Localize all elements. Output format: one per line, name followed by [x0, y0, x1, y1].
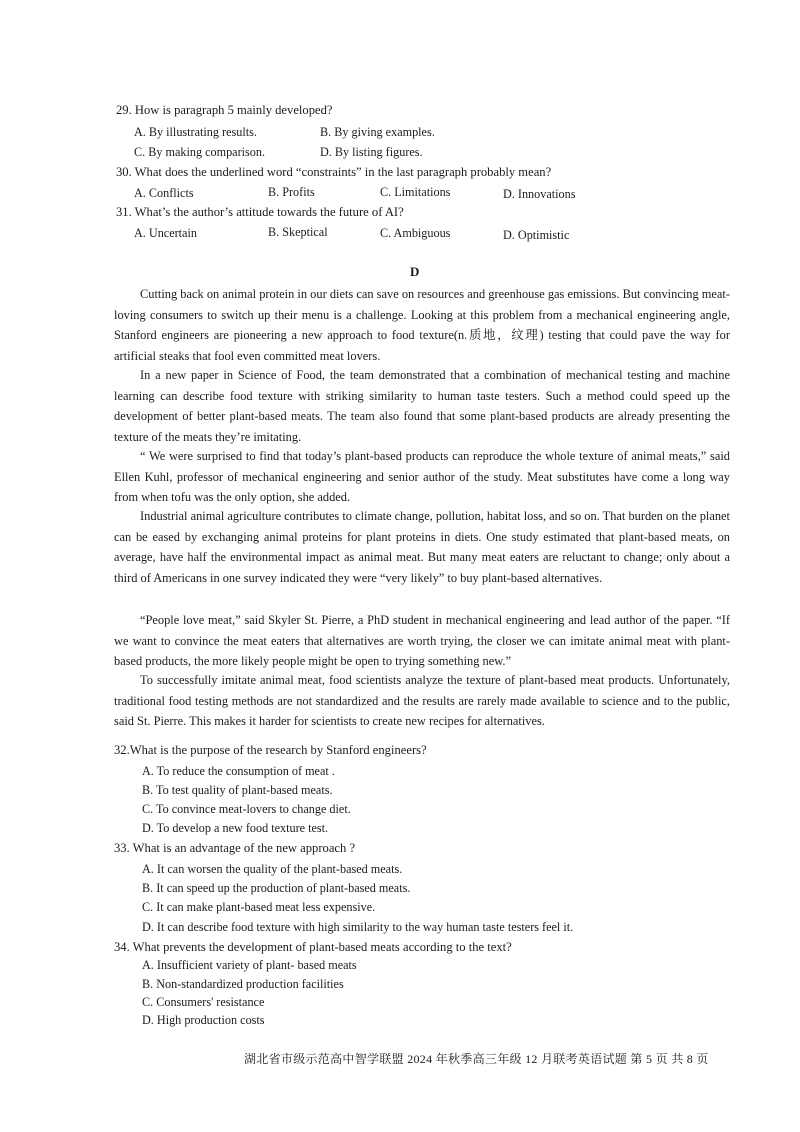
question-30-stem	[116, 165, 551, 180]
question-32-option-b: B. To test quality of plant-based meats.	[142, 783, 333, 797]
page-footer: 湖北省市级示范高中智学联盟 2024 年秋季高三年级 12 月联考英语试题 第 5 页 共 8 页	[244, 1052, 709, 1066]
question-31-option-a: A. Uncertain	[134, 226, 197, 240]
question-30-option-c: C. Limitations	[380, 185, 451, 199]
question-34-option-a: A. Insufficient variety of plant- based meats	[142, 958, 357, 972]
question-30-option-d: D. Innovations	[503, 187, 576, 201]
question-33-option-b: B. It can speed up the production of plant-based meats.	[142, 881, 411, 895]
question-31-option-c: C. Ambiguous	[380, 226, 451, 240]
question-34-option-b: B. Non-standardized production facilities	[142, 977, 344, 991]
section-title: D	[410, 264, 420, 279]
passage-paragraph-1: Cutting back on animal protein in our diets can save on resources and greenhouse gas emissions. But convincing meat-loving consumers to switch up their menu is a challenge. Looking at this problem from a mechanical engineering angle, Stanford engineers are pioneering a new approach to food texture(n.质地，纹理) testing that could pave the way for artificial steaks that fool even committed meat lovers.	[114, 287, 730, 363]
question-29-stem: 29. How is paragraph 5 mainly developed?	[116, 103, 333, 117]
passage-paragraph-5: “People love meat,” said Skyler St. Pierre, a PhD student in mechanical engineering and lead author of the paper. “If we want to convince the meat eaters that alternatives are worth trying, the closer we can imitate animal meat with plant-based products, the more likely people might be open to trying something new.”	[114, 613, 730, 669]
question-30-stem-post: in the last paragraph probably mean?	[361, 165, 552, 179]
question-29-option-d: D. By listing figures.	[320, 145, 423, 159]
question-29-option-c: C. By making comparison.	[134, 145, 266, 159]
question-30-stem-pre: 30. What does the underlined word	[116, 165, 296, 179]
question-33-option-d: D. It can describe food texture with high similarity to the way human taste testers feel it.	[142, 920, 574, 934]
passage-paragraph-6: To successfully imitate animal meat, food scientists analyze the texture of plant-based meat products. Unfortunately, traditional food testing methods are not standardized and the results are rarely made available to science and to the public, said St. Pierre. This makes it harder for scientists to create new recipes for alternatives.	[114, 673, 730, 729]
question-33-option-a: A. It can worsen the quality of the plant-based meats.	[142, 862, 403, 876]
passage-paragraph-2: In a new paper in Science of Food, the team demonstrated that a combination of mechanical testing and machine learning can describe food texture with striking similarity to human taste testers. Such a method could speed up the development of better plant-based meats. The team also found that some plant-based products are already presenting the texture of the meats they’re imitating.	[114, 368, 730, 444]
passage-paragraph-4: Industrial animal agriculture contributes to climate change, pollution, habitat loss, and so on. That burden on the planet can be eased by exchanging animal proteins for plant proteins in diets. One study estimated that plant-based meats, on average, have half the environmental impact as animal meat. But many meat eaters are reluctant to change; only about a third of Americans in one survey indicated they were “very likely” to buy plant-based alternatives.	[114, 509, 730, 585]
question-33-option-c: C. It can make plant-based meat less expensive.	[142, 900, 376, 914]
question-32-option-c: C. To convince meat-lovers to change diet.	[142, 802, 351, 816]
question-34-option-d: D. High production costs	[142, 1013, 265, 1027]
question-32-option-d: D. To develop a new food texture test.	[142, 821, 329, 835]
question-31-option-b: B. Skeptical	[268, 225, 328, 239]
question-29-option-a: A. By illustrating results.	[134, 125, 257, 139]
question-30-option-a: A. Conflicts	[134, 186, 194, 200]
question-31-option-d: D. Optimistic	[503, 228, 570, 242]
question-31-stem: 31. What’s the author’s attitude towards the future of AI?	[116, 205, 404, 219]
question-34-stem: 34. What prevents the development of plant-based meats according to the text?	[114, 940, 512, 954]
question-30-option-b: B. Profits	[268, 185, 315, 199]
question-29-option-b: B. By giving examples.	[320, 125, 435, 139]
question-34-option-c: C. Consumers' resistance	[142, 995, 265, 1009]
question-32-option-a: A. To reduce the consumption of meat .	[142, 764, 335, 778]
question-33-stem: 33. What is an advantage of the new approach ?	[114, 841, 356, 855]
question-32-stem: 32.What is the purpose of the research by Stanford engineers?	[114, 743, 427, 757]
question-30-stem-word: “constraints”	[295, 165, 362, 179]
passage-paragraph-3: “ We were surprised to find that today’s plant-based products can reproduce the whole texture of animal meats,” said Ellen Kuhl, professor of mechanical engineering and senior author of the study. Meat substitutes have come a long way from when tofu was the only option, she added.	[114, 449, 730, 505]
